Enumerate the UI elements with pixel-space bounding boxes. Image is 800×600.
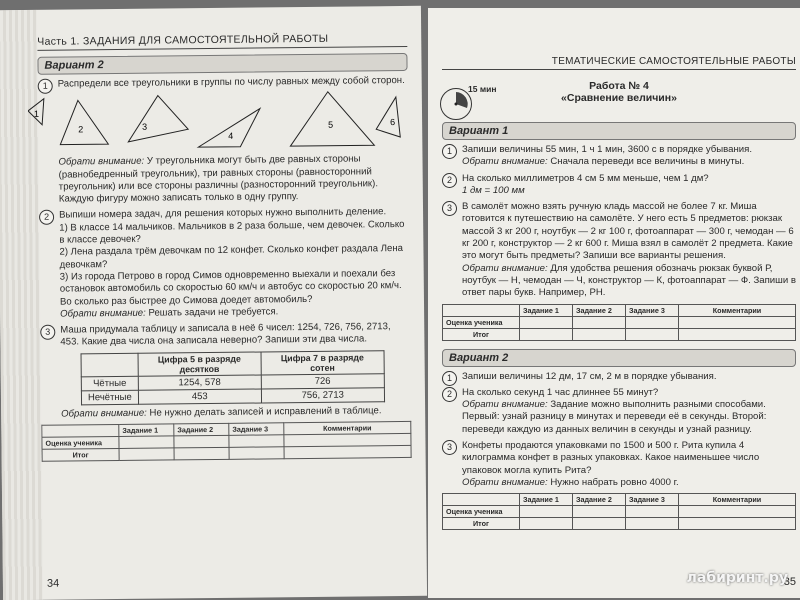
note-label: Обрати внимание: bbox=[462, 476, 548, 488]
note-text: 1 дм = 100 мм bbox=[462, 184, 525, 196]
note-label: Обрати внимание: bbox=[60, 307, 146, 320]
triangles-figure bbox=[33, 89, 409, 155]
task-number: 3 bbox=[40, 325, 55, 340]
task-text: Конфеты продаются упаковками по 1500 и 500 г. Рита купила 4 килограмма конфет в разных упаковках. Какое наименьшее число упаковок могла купить Рита? bbox=[462, 440, 760, 476]
score-header-task1: Задание 1 bbox=[520, 494, 573, 506]
task-number: 3 bbox=[442, 201, 457, 216]
page-number-right: 35 bbox=[783, 576, 796, 588]
note-text: У треугольника могут быть две равных стороны (равнобедренный треугольник), три равных стороны (равносторонний треугольник) или все стороны различны (разносторонний треугольник). Каждую фигуру можно записать только в одну группу. bbox=[58, 153, 379, 205]
score-header-task2: Задание 2 bbox=[573, 494, 626, 506]
v2-task-3 bbox=[442, 440, 796, 489]
table-cell: 726 bbox=[261, 373, 384, 388]
note-text: Сначала переведи все величины в минуты. bbox=[550, 156, 745, 168]
triangle-label-5: 5 bbox=[328, 120, 334, 131]
triangle-6 bbox=[376, 97, 400, 137]
task-text: Распредели все треугольники в группы по числу равных между собой сторон. bbox=[57, 74, 405, 90]
note-text: Нужно набрать ровно 4000 г. bbox=[550, 476, 679, 488]
score-header-task3: Задание 3 bbox=[626, 304, 679, 316]
left-page bbox=[0, 6, 427, 600]
note-text: Задание можно выполнить разными способами. Первый: узнай разницу в минутах и переведи её в секунды. Второй: переведи каждую из данных величин в секунды и узнай разницу. bbox=[462, 399, 767, 435]
score-header-task1: Задание 1 bbox=[520, 304, 573, 316]
table-header-col2: Цифра 7 в разряде сотен bbox=[261, 350, 384, 374]
task-text: На сколько миллиметров 4 см 5 мм меньше, чем 1 дм? bbox=[462, 172, 709, 184]
score-header-comments: Комментарии bbox=[679, 494, 796, 506]
v2-task-2 bbox=[442, 387, 796, 436]
table-row bbox=[81, 387, 384, 404]
score-header-task2: Задание 2 bbox=[573, 304, 626, 316]
score-header-task3: Задание 3 bbox=[229, 423, 284, 436]
task-item-3: 3) Из города Петрово в город Симов одновременно выехали и поехали без остановок автомобиль со скоростью 60 км/ч и автобус со скоростью 20 км/ч. Во сколько раз быстрее до Симова доедет автомобиль? bbox=[59, 268, 402, 308]
note-label: Обрати внимание: bbox=[462, 262, 548, 274]
score-row-label: Оценка ученика bbox=[42, 437, 119, 450]
triangle-label-4: 4 bbox=[228, 131, 234, 142]
note-text: Решать задачи не требуется. bbox=[148, 306, 279, 319]
task-2 bbox=[39, 206, 410, 321]
score-row-label: Оценка ученика bbox=[443, 316, 520, 328]
score-header-comments: Комментарии bbox=[284, 421, 411, 434]
note-label: Обрати внимание: bbox=[462, 399, 548, 411]
page-number-left: 34 bbox=[46, 577, 60, 590]
task-text: Запиши величины 55 мин, 1 ч 1 мин, 3600 с в порядке убывания. bbox=[462, 144, 752, 155]
task-item-2: 2) Лена раздала трём девочкам по 12 конфет. Сколько конфет раздала Лена девочкам? bbox=[59, 243, 404, 271]
task-1-note bbox=[38, 153, 408, 206]
note-label: Обрати внимание: bbox=[462, 156, 548, 168]
running-head-left: Часть 1. ЗАДАНИЯ ДЛЯ САМОСТОЯТЕЛЬНОЙ РАБОТЫ bbox=[37, 32, 407, 51]
v2-task-1 bbox=[442, 371, 796, 383]
row-label: Чётные bbox=[81, 376, 138, 391]
task-item-1: 1) В классе 14 мальчиков. Мальчиков в 2 раза больше, чем девочек. Сколько в классе девочек? bbox=[59, 218, 405, 246]
work-subtitle: «Сравнение величин» bbox=[561, 92, 677, 104]
task-number: 1 bbox=[442, 371, 457, 386]
task-text: На сколько секунд 1 час длиннее 55 минут? bbox=[462, 386, 659, 398]
table-cell: 1254, 578 bbox=[138, 375, 261, 390]
score-header-comments: Комментарии bbox=[679, 304, 796, 316]
v1-task-1 bbox=[442, 144, 796, 169]
note-label: Обрати внимание: bbox=[58, 155, 145, 168]
task-3 bbox=[40, 321, 410, 349]
task-number: 2 bbox=[39, 210, 54, 225]
task-text: Маша придумала таблицу и записала в неё 6 чисел: 1254, 726, 756, 2713, 453. Какие два числа она записала неверно? Запиши эти два числа. bbox=[60, 321, 391, 349]
task-1 bbox=[38, 75, 408, 91]
work-number: Работа № 4 bbox=[589, 80, 649, 92]
timer-label: 15 мин bbox=[468, 84, 497, 94]
score-row-label: Итог bbox=[443, 328, 520, 340]
score-header-empty bbox=[443, 494, 520, 506]
running-head-right: ТЕМАТИЧЕСКИЕ САМОСТОЯТЕЛЬНЫЕ РАБОТЫ bbox=[442, 56, 796, 70]
v1-task-2 bbox=[442, 173, 796, 198]
triangle-5 bbox=[290, 92, 375, 147]
note-text: Для удобства решения обозначь рюкзак буквой Р, ноутбук — Н, чемодан — Ч, конструктор — К, фотоаппарат — Ф. Запиши в ответ пары букв. Например, РН. bbox=[462, 262, 796, 299]
triangle-3 bbox=[128, 96, 188, 143]
score-row-label: Итог bbox=[443, 518, 520, 530]
table-header-col1: Цифра 5 в разряде десятков bbox=[138, 352, 261, 376]
triangle-label-3: 3 bbox=[142, 121, 148, 133]
table-header-empty bbox=[81, 353, 138, 377]
variant-2-heading: Вариант 2 bbox=[442, 349, 796, 367]
task-text: Запиши величины 12 дм, 17 см, 2 м в порядке убывания. bbox=[462, 370, 717, 382]
right-page bbox=[428, 8, 800, 598]
score-row-label: Оценка ученика bbox=[443, 506, 520, 518]
score-header-empty bbox=[42, 425, 119, 438]
note-label: Обрати внимание: bbox=[61, 407, 147, 420]
task-text: В самолёт можно взять ручную кладь массой не более 7 кг. Миша готовится к путешествию на самолёте. У него есть 5 предметов: рюкзак массой 3 кг 200 г, ноутбук — 2 кг 100 г, фотоаппарат — 300 г, чемодан — 6 кг 200 г, конструктор — 2 кг 600 г. Миша взял в самолёт 2 предмета. Какие это могут быть предметы? Запиши все варианты решения. bbox=[462, 201, 794, 262]
task-number: 1 bbox=[38, 79, 53, 94]
task-number: 3 bbox=[442, 440, 457, 455]
triangle-label-6: 6 bbox=[390, 117, 396, 128]
v1-task-3 bbox=[442, 201, 796, 299]
variant-1-heading: Вариант 1 bbox=[442, 122, 796, 140]
table-cell: 756, 2713 bbox=[261, 387, 384, 402]
score-table-right-1 bbox=[442, 304, 796, 341]
triangle-2 bbox=[60, 100, 108, 145]
task-text: Выпиши номера задач, для решения которых нужно выполнить деление. bbox=[59, 206, 387, 222]
score-header-empty bbox=[443, 304, 520, 316]
watermark-logo: лабиринт.ру bbox=[686, 570, 788, 586]
numbers-table bbox=[81, 350, 385, 405]
score-table-right-2 bbox=[442, 493, 796, 530]
table-cell: 453 bbox=[138, 389, 261, 404]
row-label: Нечётные bbox=[81, 390, 138, 405]
task-number: 1 bbox=[442, 144, 457, 159]
score-header-task1: Задание 1 bbox=[119, 424, 174, 437]
score-header-task3: Задание 3 bbox=[626, 494, 679, 506]
triangle-4 bbox=[198, 109, 260, 148]
triangle-label-2: 2 bbox=[78, 124, 84, 135]
task-number: 2 bbox=[442, 387, 457, 402]
score-row-label: Итог bbox=[42, 449, 119, 462]
task-3-note bbox=[41, 405, 411, 421]
note-text: Не нужно делать записей и исправлений в таблице. bbox=[149, 404, 382, 419]
variant-heading: Вариант 2 bbox=[37, 53, 407, 75]
score-table-left bbox=[41, 421, 411, 462]
triangle-label-1: 1 bbox=[33, 109, 40, 120]
score-header-task2: Задание 2 bbox=[174, 423, 229, 436]
task-number: 2 bbox=[442, 173, 457, 188]
